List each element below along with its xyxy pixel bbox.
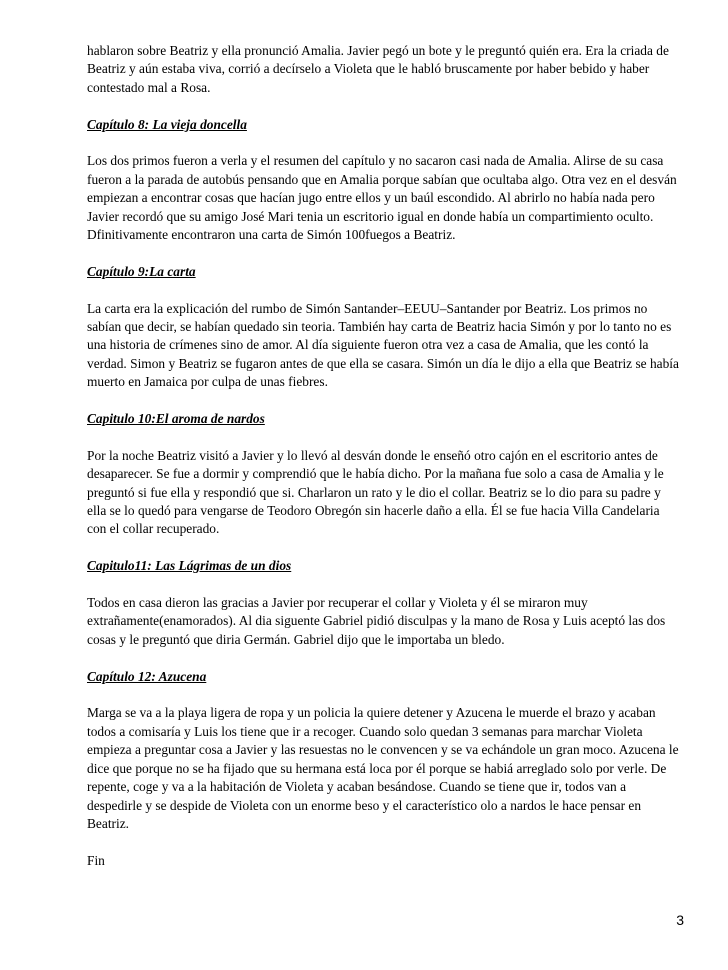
text-line: muerto en Jamaica por culpa de unas fiebres. (87, 374, 328, 390)
paragraph-2 (87, 152, 687, 244)
text-line: sabían que decir, se habían quedado sin teoria. También hay carta de Beatriz hacia Simón y por lo tanto no es (87, 319, 672, 335)
text-line: Por la noche Beatriz visitó a Javier y lo llevó al desván donde le enseñó otro cajón en el escritorio antes de (87, 447, 658, 463)
text-line: empieza a preguntar cosa a Javier y las resuestas no le convencen y se va echándole un gran moco. Azucena le (87, 742, 679, 758)
text-line: Beatriz y aún estaba viva, corrió a decírselo a Violeta que le habló bruscamente por haber bebido y haber (87, 61, 650, 77)
chapter-11-heading: Capitulo11: Las Lágrimas de un dios (87, 558, 292, 574)
page-number: 3 (676, 912, 684, 928)
text-line: desaparecer. Se fue a dormir y comprendió que le había dicho. Por la mañana fue solo a casa de Amalia y le (87, 466, 664, 482)
text-line: Los dos primos fueron a verla y el resumen del capítulo y no sacaron casi nada de Amalia. Alirse de su casa (87, 153, 664, 169)
text-line: repente, coge y va a la habitación de Violeta y acaban besándose. Cuando se tiene que ir, todos van a (87, 779, 627, 795)
paragraph-6 (87, 704, 687, 833)
text-line: ella se lo quedó para vengarse de Teodoro Obregón sin hacerle daño a ella. Él se fue hacia Villa Candelaria (87, 503, 660, 519)
text-line: La carta era la explicación del rumbo de Simón Santander–EEUU–Santander por Beatriz. Los primos no (87, 300, 648, 316)
paragraph-5 (87, 594, 687, 649)
text-line: Marga se va a la playa ligera de ropa y un policia la quiere detener y Azucena le muerde el brazo y acaban (87, 705, 656, 721)
chapter-12-heading: Capítulo 12: Azucena (87, 668, 207, 684)
chapter-9-heading: Capítulo 9:La carta (87, 263, 196, 279)
text-line: verdad. Simon y Beatriz se fugaron antes de que ella se casara. Simón un día le dijo a ella que Beatriz se había (87, 355, 679, 371)
text-line: preguntó si fue ella y respondió que si. Charlaron un rato y le dio el collar. Beatriz se lo dio para su padre y (87, 484, 661, 500)
text-line: todos a comisaría y Luis los tiene que ir a recoger. Cuando solo quedan 3 semanas para marchar Violeta (87, 723, 643, 739)
end-text: Fin (87, 852, 105, 868)
text-line: una historia de crímenes sino de amor. Al día siguiente fueron otra vez a casa de Amalia, que les contó la (87, 337, 649, 353)
text-line: contestado mal a Rosa. (87, 79, 211, 95)
text-line: con el collar recuperado. (87, 521, 220, 537)
text-line: hablaron sobre Beatriz y ella pronunció Amalia. Javier pegó un bote y le preguntó quién era. Era la criada de (87, 43, 669, 58)
text-line: despedirle y se despide de Violeta con un enorme beso y el característico olo a nardos le hace pensar en (87, 797, 642, 813)
text-line: extrañamente(enamorados). Al dia siguente Gabriel pidió disculpas y la mano de Rosa y Luis aceptó las dos (87, 613, 666, 629)
paragraph-4 (87, 447, 687, 539)
chapter-10-heading: Capitulo 10:El aroma de nardos (87, 411, 265, 427)
text-line: dice que porque no se ha fijado que su hermana está loca por él porque se habiá arreglado solo por verle. De (87, 760, 667, 776)
paragraph-1 (87, 42, 687, 97)
closing-paragraph (87, 852, 687, 870)
text-line: Beatriz. (87, 815, 130, 831)
text-line: Dfinitivamente encontraron una carta de Simón 100fuegos a Beatriz. (87, 227, 456, 243)
paragraph-3 (87, 300, 687, 392)
text-line: Todos en casa dieron las gracias a Javier por recuperar el collar y Violeta y él se miraron muy (87, 595, 588, 611)
document-page (87, 42, 687, 889)
text-line: fueron a la parada de autobús pensando que en Amalia porque sabían que ocultaba algo. Otra vez en el desván (87, 171, 677, 187)
chapter-8-heading: Capítulo 8: La vieja doncella (87, 116, 247, 132)
text-line: cosas y le preguntó que diria Germán. Gabriel dijo que le importaba un bledo. (87, 631, 505, 647)
text-line: Javier recordó que su amigo José Mari tenia un escritorio igual en donde había un compartimiento oculto. (87, 208, 654, 224)
text-line: empiezan a encontrar cosas que hacían jugo entre ellos y un baúl escondido. Al abrirlo no había nada pero (87, 190, 655, 206)
